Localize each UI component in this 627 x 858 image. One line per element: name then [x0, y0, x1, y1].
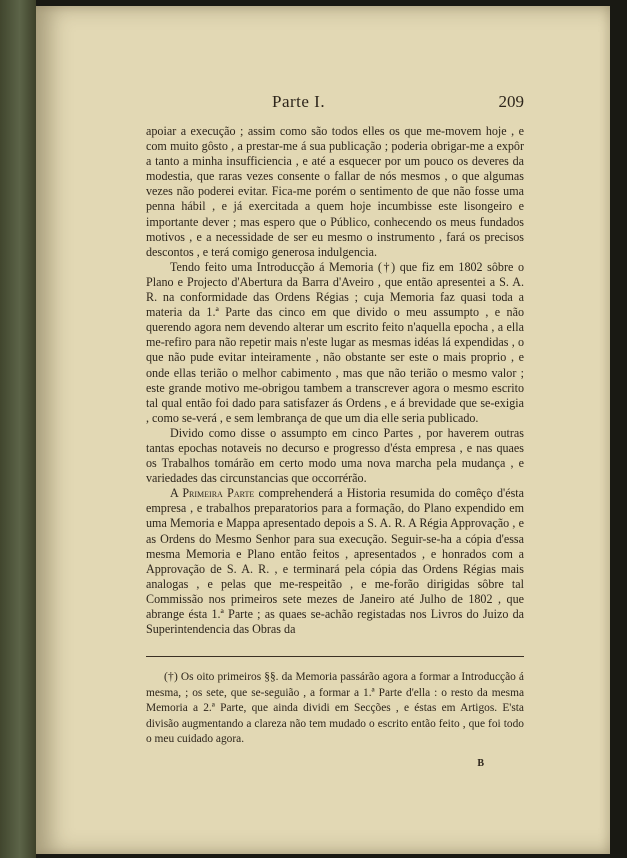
footnote-text: (†) Os oito primeiros §§. da Memoria passárão agora a formar a Introducção á mesma, ; os sete, que se-seguião , a formar a 1.ª Parte d'ella : o resto da mesma Memoria a 2.ª Parte, que ainda dividi em Secções , e éstas em Artigos. E'sta divisão augmentando a clareza não tem mudado o escrito então feito , que foi todo o meu cuidado agora. [146, 671, 524, 746]
footnote-rule [146, 656, 524, 657]
paragraph-4-lead: A Primeira Parte [170, 486, 255, 501]
page-number: 209 [498, 92, 524, 111]
paragraph-3: Divido como disse o assumpto em cinco Partes , por haverem outras tantas epochas notaveis no decurso e progresso d'ésta empresa , e nas quaes os Trabalhos tomárão em certo modo uma nova marcha pela mudança , e variedades das circunstancias que occorrérão. [146, 425, 524, 486]
page-header [146, 92, 524, 118]
footnote [146, 670, 524, 748]
running-title: Parte I. [272, 92, 326, 111]
paragraph-4 [146, 486, 524, 637]
paragraph-2: Tendo feito uma Introducção á Memoria (†) que fiz em 1802 sôbre o Plano e Projecto d'Abertura da Barra d'Aveiro , que então apresentei a S. A. R. na conformidade das Ordens Régias ; cuja Memoria faz quasi toda a materia da 1.ª Parte das cinco em que divido o meu assumpto , e não querendo agora nem devendo alterar um escrito feito n'aquella epocha , a ella me-refiro para não repetir mais n'este lugar as mesmas idéas lá expendidas , o que não pude evitar inteiramente , não obstante ser este o mais proprio , e onde ellas terião o melhor cabimento , mas que não terião o mesmo valor ; este grande motivo me-obrigou tambem a transcrever agora o mesmo escrito tal qual então foi dado para satisfazer ás Ordens , e á brevidade que se-exigia , como se-verá , e sem lembrança de que um dia elle seria publicado. [146, 259, 524, 425]
book-gutter [0, 0, 36, 858]
paragraph-4-text: comprehenderá a Historia resumida do comêço d'ésta empresa , e trabalhos preparatorios para a formação, do Plano expendido em uma Memoria e Mappa apresentado depois a S. A. R. A Régia Approvação , e as Ordens do Mesmo Senhor para sua execução. Seguir-se-ha a cópia d'essa mesma Memoria e Plano então feitos , apresentados , e honrados com a Approvação de S. A. R. , e terminará pela cópia das Ordens Régias mais analogas , e pelas que me-respeitão , e me-forão dirigidas sôbre tal Commissão nos primeiros sete mezes de Janeiro até Julho de 1802 , que abrange ésta 1.ª Parte ; as quaes se-achão registadas nos Livros do Juizo da Superintendencia das Obras da [146, 486, 524, 637]
signature-mark: B [477, 758, 484, 769]
paragraph-1: apoiar a execução ; assim como são todos elles os que me-movem hoje , e com muito gôsto , a prestar-me á sua publicação ; poderia obrigar-me a expôr a tanto a minha insufficiencia , e até a esquecer por um pouco os deveres da modestia, que raras vezes consente o fallar de nós mesmos , o que algumas vezes não poderei evitar. Fica-me porém o sentimento de que não fosse uma penna hábil , e já exercitada a quem hoje incumbisse este lisongeiro e importante dever ; mas espero que o Público, conhecendo os meus fundados motivos , e a necessidade de ser eu mesmo o instrumento , fará os precisos descontos , e terá comigo generosa indulgencia. [146, 124, 524, 259]
book-page [36, 6, 610, 854]
body-text [146, 124, 524, 637]
